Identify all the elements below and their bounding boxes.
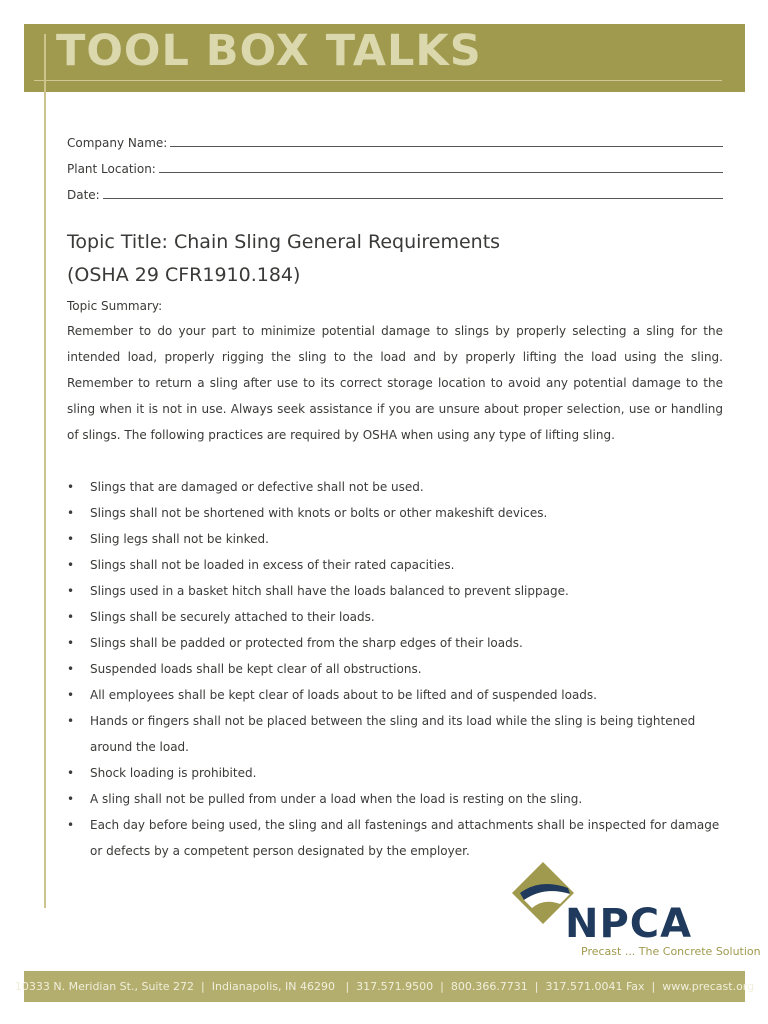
plant-location-blank[interactable] [159,171,723,173]
list-item: • Suspended loads shall be kept clear of all obstructions. [67,656,723,682]
left-margin-rule [44,34,46,908]
bullet-icon: • [67,480,75,494]
bullet-icon: • [67,662,75,676]
plant-location-label: Plant Location: [67,162,156,176]
header-divider [34,80,722,81]
list-item: • Slings used in a basket hitch shall have the loads balanced to prevent slippage. [67,578,723,604]
list-item: • Slings shall be securely attached to their loads. [67,604,723,630]
topic-title-line2: (OSHA 29 CFR1910.184) [67,264,301,286]
company-name-label: Company Name: [67,136,168,150]
list-item: • Slings shall not be shortened with knots or bolts or other makeshift devices. [67,500,723,526]
company-name-blank[interactable] [170,145,723,147]
form-fields [67,124,723,202]
npca-wordmark: NPCA [565,901,693,947]
list-item: • Slings shall be padded or protected from the sharp edges of their loads. [67,630,723,656]
list-item: • Shock loading is prohibited. [67,760,723,786]
bullet-icon: • [67,714,75,728]
bullet-icon: • [67,818,75,832]
list-item: • Hands or fingers shall not be placed between the sling and its load while the sling is being tightened around the load. [67,708,723,760]
list-item: • Slings shall not be loaded in excess of their rated capacities. [67,552,723,578]
topic-summary-text: Remember to do your part to minimize potential damage to slings by properly selecting a sling for the intended load, properly rigging the sling to the load and by properly lifting the load using the sling. Remember to return a sling after use to its correct storage location to avoid any potential damage to the sling when it is not in use. Always seek assistance if you are unsure about proper selection, use or handling of slings. The following practices are required by OSHA when using any type of lifting sling. [67,324,723,442]
date-field[interactable] [67,176,723,202]
topic-title-line1: Topic Title: Chain Sling General Requirements [67,231,501,253]
topic-title [67,226,727,292]
bullet-icon: • [67,792,75,806]
bullet-icon: • [67,506,75,520]
list-item: • Slings that are damaged or defective shall not be used. [67,474,723,500]
footer-contact: 10333 N. Meridian St., Suite 272 | Indianapolis, IN 46290 | 317.571.9500 | 800.366.7731 | 317.571.0041 Fax | www.precast.org [14,980,755,993]
plant-location-field[interactable] [67,150,723,176]
requirements-list [67,474,723,864]
company-name-field[interactable] [67,124,723,150]
bullet-icon: • [67,610,75,624]
bullet-icon: • [67,688,75,702]
date-blank[interactable] [103,197,723,199]
bullet-icon: • [67,636,75,650]
list-item: • All employees shall be kept clear of loads about to be lifted and of suspended loads. [67,682,723,708]
bullet-icon: • [67,584,75,598]
list-item: • Sling legs shall not be kinked. [67,526,723,552]
bullet-icon: • [67,532,75,546]
list-item: • Each day before being used, the sling and all fastenings and attachments shall be inspected for damage or defects by a competent person designated by the employer. [67,812,723,864]
topic-summary-label: Topic Summary: [67,299,163,313]
page-title: TOOL BOX TALKS [56,26,482,76]
list-item: • A sling shall not be pulled from under a load when the load is resting on the sling. [67,786,723,812]
npca-tagline: Precast ... The Concrete Solution [581,945,761,958]
date-label: Date: [67,188,100,202]
bullet-icon: • [67,558,75,572]
bullet-icon: • [67,766,75,780]
